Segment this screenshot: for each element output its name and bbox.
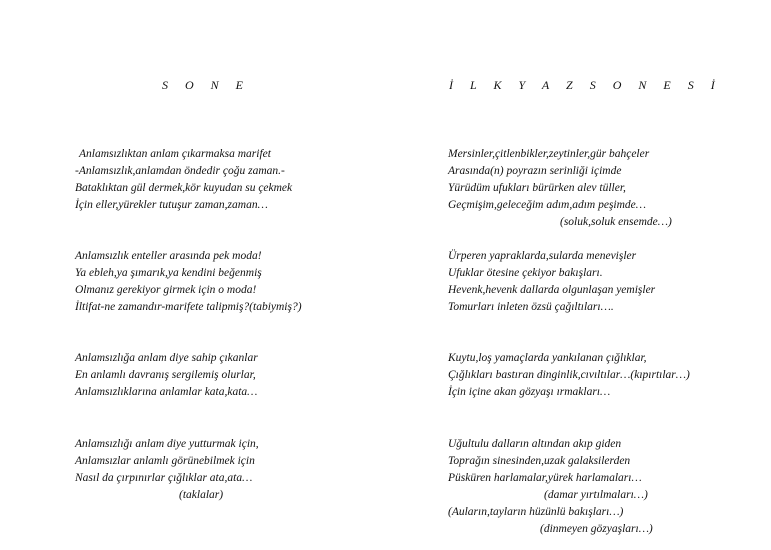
poem-line: Anlamsızlıktan anlam çıkarmaksa marifet xyxy=(79,148,271,160)
poem-line: Çığlıkları bastıran dinginlik,cıvıltılar…(kıpırtılar…) xyxy=(448,369,690,381)
poem-line: Anlamsızlık enteller arasında pek moda! xyxy=(75,250,262,262)
poem-line: Anlamsızlığa anlam diye sahip çıkanlar xyxy=(75,352,258,364)
poem-line: Anlamsızlığı anlam diye yutturmak için, xyxy=(75,438,259,450)
poem-line-aside: (Auların,tayların hüzünlü bakışları…) xyxy=(448,506,624,518)
left-stanza-4 xyxy=(75,436,259,504)
poem-line: Arasında(n) poyrazın serinliği içimde xyxy=(448,165,622,177)
right-poem-title: İ L K Y A Z S O N E S İ xyxy=(449,78,722,92)
poem-line: Püsküren harlamalar,yürek harlamaları… xyxy=(448,472,642,484)
poem-line: Mersinler,çitlenbikler,zeytinler,gür bahçeler xyxy=(448,148,650,160)
poem-line: En anlamlı davranış sergilemiş olurlar, xyxy=(75,369,256,381)
poem-line: Ya ebleh,ya şımarık,ya kendini beğenmiş xyxy=(75,267,262,279)
poem-line: Hevenk,hevenk dallarda olgunlaşan yemişler xyxy=(448,284,656,296)
poem-line: Nasıl da çırpınırlar çığlıklar ata,ata… xyxy=(75,472,253,484)
right-stanza-4 xyxy=(448,436,653,538)
poem-line: Tomurları inleten özsü çağıltıları…. xyxy=(448,301,614,313)
poem-line: Kuytu,loş yamaçlarda yankılanan çığlıklar, xyxy=(448,352,647,364)
poem-line: İltifat-ne zamandır-marifete talipmiş?(tabiymiş?) xyxy=(75,301,302,313)
poem-line: İçin içine akan gözyaşı ırmakları… xyxy=(448,386,611,398)
poem-line-aside: (soluk,soluk ensemde…) xyxy=(560,216,672,228)
poem-line: Ürperen yapraklarda,sularda menevişler xyxy=(448,250,637,262)
poem-line: Yürüdüm ufukları bürürken alev tüller, xyxy=(448,182,626,194)
poem-line: Bataklıktan gül dermek,kör kuyudan su çekmek xyxy=(75,182,293,194)
left-stanza-1 xyxy=(75,146,292,214)
poem-line: -Anlamsızlık,anlamdan öndedir çoğu zaman.- xyxy=(75,165,285,177)
right-stanza-3 xyxy=(448,350,690,401)
poem-line: İçin eller,yürekler tutuşur zaman,zaman… xyxy=(75,199,268,211)
poem-line-aside: (dinmeyen gözyaşları…) xyxy=(540,523,653,535)
poem-line: Geçmişim,geleceğim adım,adım peşimde… xyxy=(448,199,647,211)
poem-line: Toprağın sinesinden,uzak galaksilerden xyxy=(448,455,631,467)
poem-line: Anlamsızlıklarına anlamlar kata,kata… xyxy=(75,386,258,398)
poem-line: Olmanız gerekiyor girmek için o moda! xyxy=(75,284,257,296)
poem-line: Ufuklar ötesine çekiyor bakışları. xyxy=(448,267,603,279)
right-stanza-1 xyxy=(448,146,672,231)
poem-line-aside: (damar yırtılmaları…) xyxy=(544,489,648,501)
left-stanza-2 xyxy=(75,248,302,316)
poem-line-aside: (taklalar) xyxy=(179,489,224,501)
right-stanza-2 xyxy=(448,248,655,316)
poem-line: Anlamsızlar anlamlı görünebilmek için xyxy=(75,455,255,467)
poem-line: Uğultulu dalların altından akıp giden xyxy=(448,438,622,450)
left-stanza-3 xyxy=(75,350,258,401)
left-poem-title: S O N E xyxy=(162,78,250,92)
